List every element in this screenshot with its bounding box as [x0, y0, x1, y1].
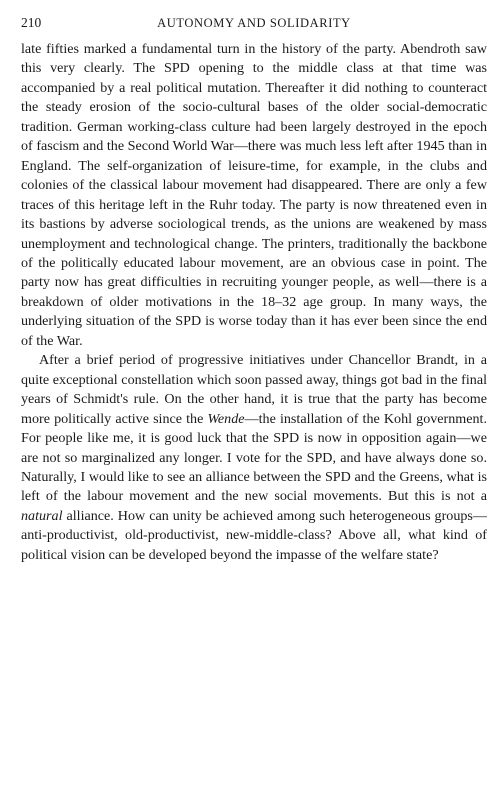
- running-title: AUTONOMY AND SOLIDARITY: [157, 16, 351, 30]
- paragraph-2-text-c: alliance. How can unity be achieved among such heterogeneous groups—anti-productivist, old-productivist, new-middle-class? Above all, what kind of political vision can be developed beyond the impasse of the welfare state?: [21, 507, 487, 563]
- paragraph-1: late fifties marked a fundamental turn in the history of the party. Abendroth saw this very clearly. The SPD opening to the middle class at that time was accompanied by a real political mutation. Thereafter it did nothing to counteract the steady erosion of the socio-cultural bases of the older social-democratic tradition. German working-class culture had been largely destroyed in the epoch of fascism and the Second World War—there was much less left after 1945 than in England. The self-organization of leisure-time, for example, in the clubs and colonies of the classical labour movement had disappeared. There are only a few traces of this heritage left in the Ruhr today. The party is now threatened even in its bastions by adverse sociological trends, as the unions are weakened by mass unemployment and technological change. The printers, traditionally the backbone of the politically educated labour movement, are an obvious case in point. The party now has great difficulties in recruiting younger people, as well—there is a breakdown of older motivations in the 18–32 age group. In many ways, the underlying situation of the SPD is worse today than it has ever been since the end of the War.: [21, 41, 487, 349]
- page-number: 210: [21, 15, 42, 30]
- paragraph-2-text-a: After a brief period of progressive initiatives under Chancellor Brandt, in a quite exceptional constellation which soon passed away, things got bad in the final years of Schmidt's rule. On the other hand, it is true that the party has become more politically active since the: [21, 352, 487, 427]
- running-head: [21, 12, 487, 34]
- paragraph-2-text-b: —the installation of the Kohl government. For people like me, it is good luck that the SPD is now in opposition again—we are not so marginalized any longer. I vote for the SPD, and have always done so. Naturally, I would like to see an alliance between the SPD and the Greens, what is left of the labour movement and the new social movements. But this is not a: [21, 410, 487, 505]
- paragraph-2: [21, 351, 487, 565]
- book-page: [21, 12, 487, 565]
- italic-term-natural: natural: [21, 507, 63, 524]
- italic-term-wende: Wende: [207, 410, 245, 427]
- body-text: [21, 40, 487, 565]
